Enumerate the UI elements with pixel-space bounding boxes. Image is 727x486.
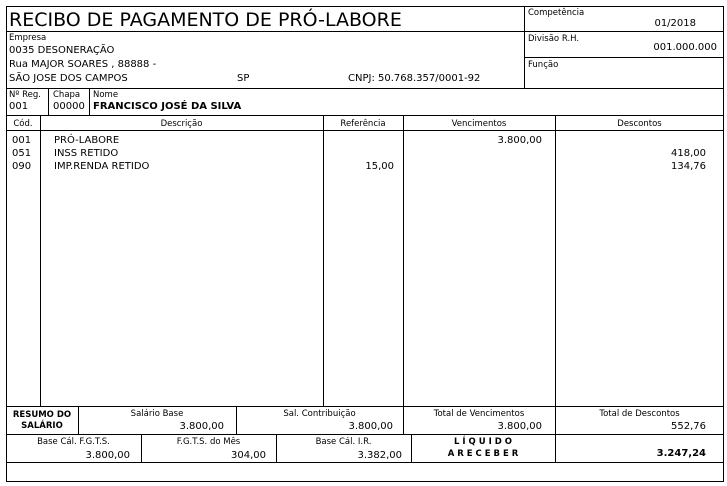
row-desc: IMP.RENDA RETIDO (54, 161, 150, 172)
header-divider (524, 6, 525, 88)
salario-base-value: 3.800,00 (179, 421, 224, 432)
competencia-value: 01/2018 (654, 18, 696, 29)
total-venc-label: Total de Vencimentos (433, 409, 525, 419)
divisao-value: 001.000.000 (653, 42, 717, 53)
employee-bottom-line (6, 115, 724, 116)
table-bottom-line (6, 406, 724, 407)
empresa-name: 0035 DESONERAÇÃO (9, 45, 115, 56)
salario-base-label: Salário Base (130, 409, 184, 419)
total-desc-value: 552,76 (671, 421, 706, 432)
col-header-descricao: Descrição (160, 119, 203, 129)
empresa-state: SP (237, 73, 250, 84)
competencia-divider (524, 31, 724, 32)
empresa-address: Rua MAJOR SOARES , 88888 - (9, 59, 157, 70)
chapa-label: Chapa (53, 90, 81, 100)
nome-label: Nome (93, 90, 119, 100)
sal-contrib-label: Sal. Contribuição (283, 409, 356, 419)
col-divider-3 (403, 115, 404, 406)
competencia-label: Competência (528, 8, 585, 18)
empresa-label: Empresa (9, 33, 47, 43)
page-title: RECIBO DE PAGAMENTO DE PRÓ-LABORE (9, 9, 402, 31)
reg-divider (48, 88, 49, 115)
row-cod: 001 (12, 135, 32, 146)
col-header-vencimentos: Vencimentos (451, 119, 507, 129)
reg-label: Nº Reg. (9, 90, 41, 100)
row-descontos: 418,00 (671, 148, 706, 159)
fgts-mes-value: 304,00 (231, 450, 266, 461)
row-cod: 051 (12, 148, 32, 159)
reg-value: 001 (9, 101, 29, 112)
row-venc: 3.800,00 (497, 135, 542, 146)
col-divider-1 (40, 115, 41, 406)
nome-value: FRANCISCO JOSÉ DA SILVA (93, 101, 242, 112)
total-desc-label: Total de Descontos (599, 409, 680, 419)
row-cod: 090 (12, 161, 32, 172)
resumo-label-2: SALÁRIO (21, 421, 63, 431)
chapa-value: 00000 (53, 101, 85, 112)
col-header-referencia: Referência (340, 119, 386, 129)
empresa-bottom-line (6, 88, 724, 89)
col-header-cod: Cód. (13, 119, 33, 129)
title-underline (6, 31, 524, 32)
divisao-label: Divisão R.H. (528, 34, 580, 44)
resumo-bottom-line (6, 434, 724, 435)
sal-contrib-value: 3.800,00 (348, 421, 393, 432)
fgts-mes-label: F.G.T.S. do Mês (176, 437, 241, 447)
liquido-label: L Í Q U I D O (454, 437, 512, 447)
fgts-base-label: Base Cál. F.G.T.S. (37, 437, 110, 447)
row-ref: 15,00 (365, 161, 394, 172)
ir-base-value: 3.382,00 (357, 450, 402, 461)
resumo-label: RESUMO DO (12, 410, 72, 420)
divisao-divider (524, 57, 724, 58)
chapa-divider (89, 88, 90, 115)
total-venc-value: 3.800,00 (497, 421, 542, 432)
table-header-line (6, 130, 724, 131)
a-receber-label: A R E C E B E R (447, 449, 519, 459)
row-desc: INSS RETIDO (54, 148, 119, 159)
ir-base-label: Base Cál. I.R. (315, 437, 372, 447)
funcao-label: Função (528, 60, 559, 70)
col-divider-2 (323, 115, 324, 406)
liquido-value: 3.247,24 (656, 448, 706, 459)
col-header-descontos: Descontos (617, 119, 662, 129)
empresa-cnpj: CNPJ: 50.768.357/0001-92 (348, 73, 481, 84)
empresa-city: SÃO JOSE DOS CAMPOS (9, 73, 128, 84)
row-desc: PRÓ-LABORE (54, 135, 120, 146)
row-descontos: 134,76 (671, 161, 706, 172)
bases-bottom-line (6, 462, 724, 463)
fgts-base-value: 3.800,00 (85, 450, 130, 461)
